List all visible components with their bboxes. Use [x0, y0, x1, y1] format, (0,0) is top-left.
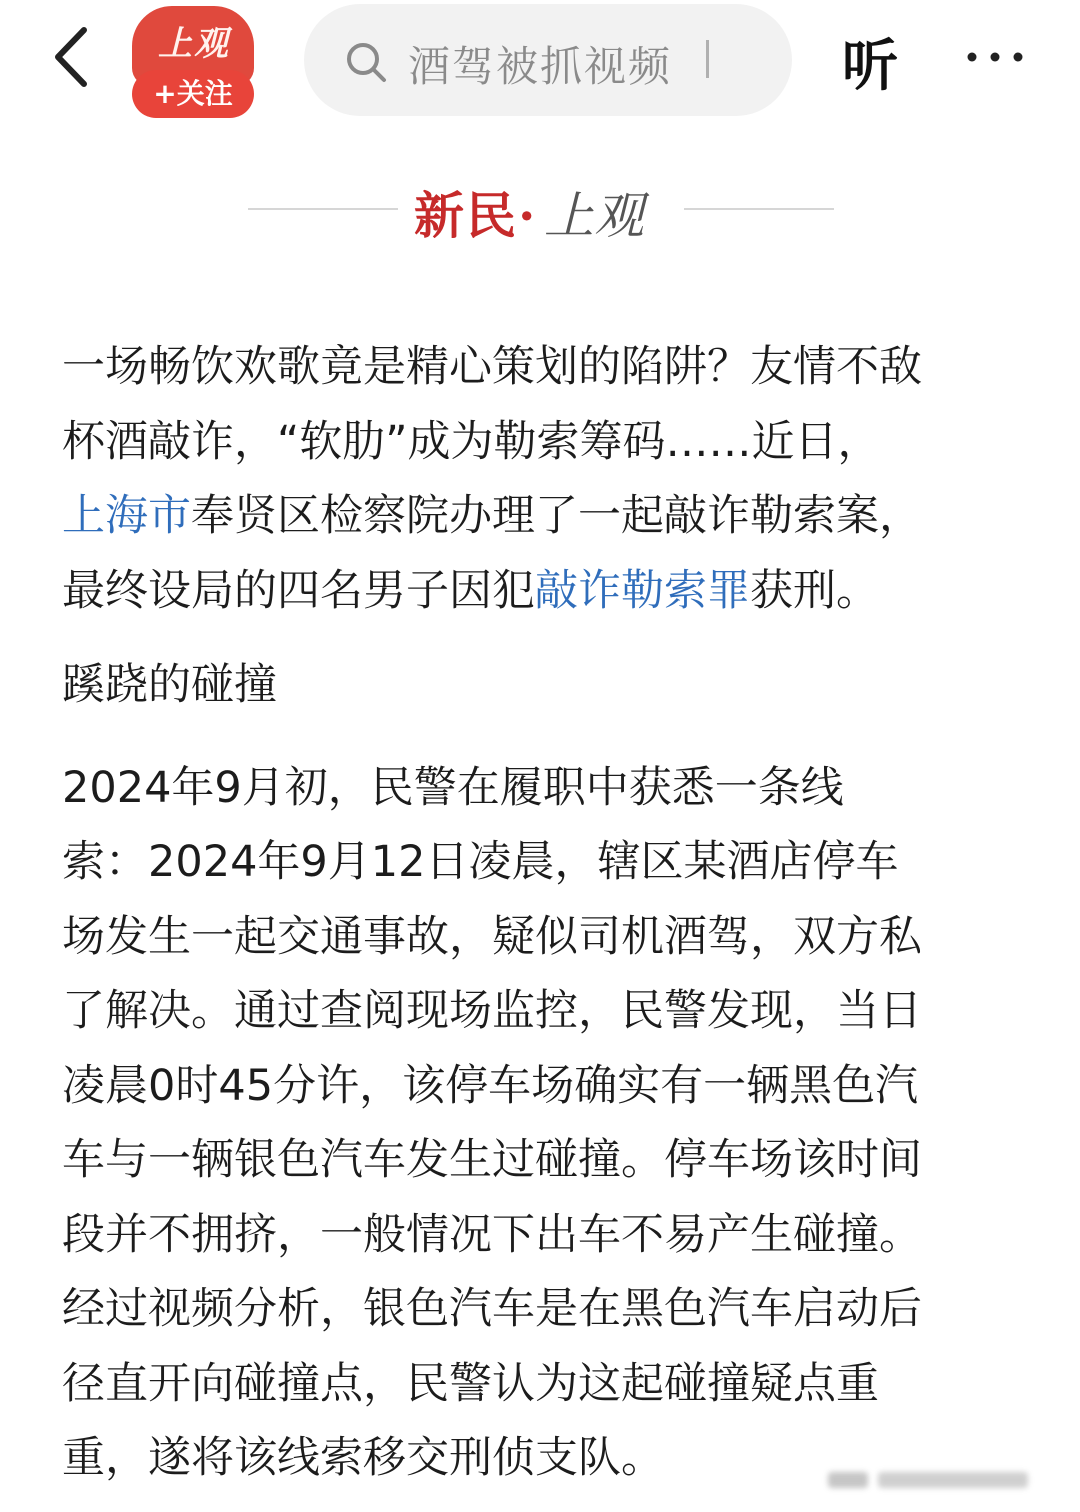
body-line: 重，遂将该线索移交刑侦支队。 [62, 1433, 664, 1483]
search-input[interactable] [304, 4, 792, 116]
body-line: 经过视频分析，银色汽车是在黑色汽车启动后 [62, 1284, 922, 1334]
intro-paragraph [62, 330, 1022, 628]
text-run: 杯酒敲诈，“软肋”成为勒索筹码……近日， [62, 416, 881, 467]
more-options-button[interactable] [960, 22, 1030, 92]
text-run: 获刑。 [750, 565, 879, 616]
intro-line [62, 405, 1022, 480]
masthead [248, 168, 834, 248]
search-placeholder: 酒驾被抓视频 [408, 42, 673, 91]
masthead-title: 新民· [414, 186, 538, 245]
link-extortion-crime[interactable]: 敲诈勒索罪 [535, 565, 750, 616]
listen-button[interactable]: 听 [842, 34, 898, 99]
body-line: 索：2024年9月12日凌晨，辖区某酒店停车 [62, 837, 899, 887]
body-paragraph [62, 751, 1022, 1496]
masthead-subtitle: 上观 [544, 187, 644, 245]
body-line: 场发生一起交通事故，疑似司机酒驾，双方私 [62, 911, 922, 962]
body-line: 了解决。通过查阅现场监控，民警发现，当日 [62, 986, 922, 1036]
text-run: 一场畅饮欢歌竟是精心策划的陷阱？友情不敌 [62, 342, 922, 392]
section-heading: 蹊跷的碰撞 [62, 660, 277, 710]
body-line: 车与一辆银色汽车发生过碰撞。停车场该时间 [62, 1135, 922, 1185]
follow-button[interactable]: +关注 [132, 70, 254, 118]
blurred-watermark [822, 1460, 1062, 1500]
watermark-shape [822, 1460, 1062, 1500]
intro-line [62, 554, 1022, 629]
chevron-left-icon [42, 22, 106, 92]
link-shanghai[interactable]: 上海市 [62, 491, 191, 541]
body-line: 2024年9月初，民警在履职中获悉一条线 [62, 762, 844, 813]
intro-line [62, 479, 1022, 554]
more-dots-icon [960, 22, 1030, 92]
body-line: 凌晨0时45分许，该停车场确实有一辆黑色汽 [62, 1060, 919, 1111]
account-avatar[interactable] [132, 6, 254, 116]
search-caret [706, 40, 709, 78]
article-body [62, 330, 1022, 1496]
search-icon [344, 40, 388, 84]
text-run: 最终设局的四名男子因犯 [62, 565, 535, 616]
body-line: 径直开向碰撞点，民警认为这起碰撞疑点重 [62, 1358, 879, 1409]
text-run: 奉贤区检察院办理了一起敲诈勒索案， [191, 491, 922, 541]
intro-line [62, 330, 1022, 405]
masthead-divider-left [248, 208, 398, 210]
top-bar [0, 0, 1080, 130]
account-logo-text: 上观 [158, 24, 230, 64]
back-button[interactable] [42, 22, 106, 92]
body-line: 段并不拥挤，一般情况下出车不易产生碰撞。 [62, 1209, 922, 1260]
masthead-divider-right [684, 208, 834, 210]
